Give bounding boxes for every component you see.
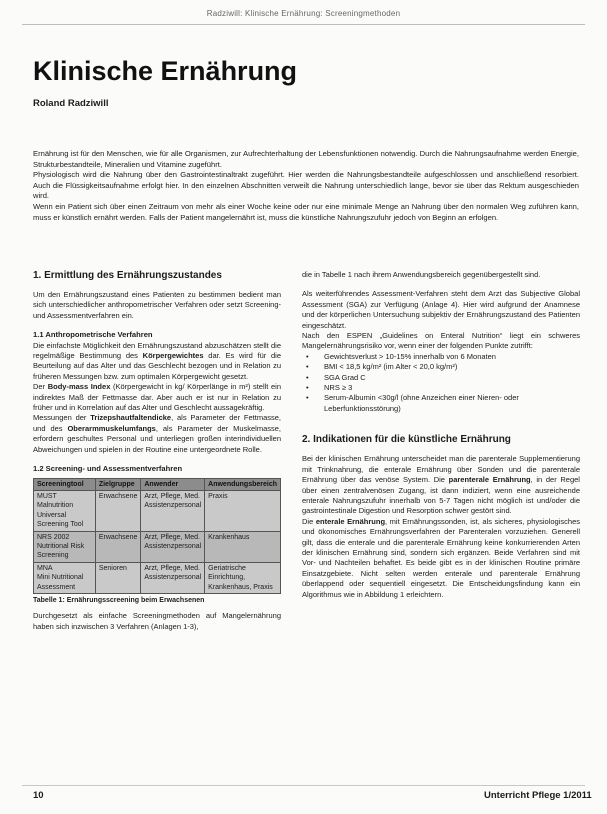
table-cell: Senioren [95,562,141,593]
paragraph [302,517,580,600]
bold-term: Body-mass Index [47,382,111,392]
section-heading-1: 1. Ermittlung des Ernährungszustandes [33,270,222,281]
intro-paragraph: Wenn ein Patient sich über einen Zeitraum von mehr als einer Woche keine oder nur eine minimale Menge an Nahrung über den normalen Weg zuführen kann, muss er künstlich ernährt werden. Falls der Patient mangelernährt ist, muss die künstliche Nahrungszufuhr jedoch von Beginn an erfolgen. [33,201,579,222]
table-cell: MNA Mini Nutritional Assessment [34,562,96,593]
running-header: Radziwill: Klinische Ernährung: Screeningmethoden [206,9,401,18]
header-rule [22,24,585,25]
paragraph: Als weiterführendes Assessment-Verfahren steht dem Arzt das Subjective Global Assessment (SGA) zur Verfügung (Anlage 4). Hier wird aufgrund der Anamnese und der körperlichen Untersuchung subjektiv der Ernährungszustand des Patienten eingeschätzt. [302,289,580,330]
paragraph: Durchgesetzt als einfache Screeningmethoden auf Mangelernährung haben sich inzwischen 3 Verfahren (Anlagen 1-3), [33,611,281,631]
text-run: , in der Regel über einen zentralvenösen Zugang, ist dann indiziert, wenn eine ausreichende enterale Nahrungszufuhr innerhalb von 5-7 Tagen nicht möglich ist und/oder die gastrointestinale Digestion und Resorption schwer gestört sind. [302,475,580,516]
table-cell: Erwachsene [95,531,141,562]
table-cell: Erwachsene [95,490,141,531]
table-cell: Krankenhaus [205,531,281,562]
intro-paragraph: Ernährung ist für den Menschen, wie für alle Organismen, zur Aufrechterhaltung der Lebensfunktionen notwendig. Durch die Nahrungsaufnahme werden Energie, Strukturbestandteile, Mineralien und Vitamine zugeführt. [33,149,579,169]
paragraph: Nach den ESPEN „Guidelines on Enteral Nutrition“ liegt ein schweres Mangelernährungsrisiko vor, wenn einer der folgenden Punkte zutrifft: [302,331,580,351]
criteria-list [302,352,580,414]
list-item: • Serum-Albumin <30g/l (ohne Anzeichen einer Nieren- oder Leberfunktionsstörung) [324,393,580,414]
footer-rule [22,785,585,786]
article-title: Klinische Ernährung [33,56,298,86]
section-heading-2: 2. Indikationen für die künstliche Ernährung [302,434,511,446]
table-header: Screeningtool [34,478,96,490]
paragraph: die in Tabelle 1 nach ihrem Anwendungsbereich gegenübergestellt sind. [302,270,541,279]
paragraph [33,382,281,413]
bold-term: parenterale Ernährung [448,475,531,485]
list-item: • Gewichtsverlust > 10-15% innerhalb von 6 Monaten [324,352,580,362]
list-item: • NRS ≥ 3 [324,383,580,393]
bold-term: Trizepshautfaltendicke [90,413,172,423]
table-header: Anwendungsbereich [205,478,281,490]
table-header: Zielgruppe [95,478,141,490]
paragraph [302,454,580,516]
right-column [302,270,580,600]
table-header-row [34,478,281,490]
paragraph [33,413,281,455]
table-cell: MUST Malnutrition Universal Screening Tool [34,490,96,531]
text-run: , als Parameter der Muskelmasse, erfordern geschultes Personal und unterliegen großen interindividuellen Abweichungen und spielen in der Routine eine untergeordnete Rolle. [33,423,281,454]
text-run: Der [33,382,48,392]
bold-term: Oberarmmuskelumfangs [67,423,156,433]
list-item: • BMI < 18,5 kg/m² (im Alter < 20,0 kg/m²) [324,362,580,372]
table-cell: NRS 2002 Nutritional Risk Screening [34,531,96,562]
table-cell: Arzt, Pflege, Med. Assistenzpersonal [141,531,205,562]
table-row [34,490,281,531]
text-run: (Körpergewicht in kg/ Körperlänge in m²) stellt ein indirektes Maß der Fettmasse dar. Aber auch er ist nur in Relation zu früher und in Korrelation auf das Alter und Geschlecht aussagekräftig. [33,382,282,413]
publication-name: Unterricht Pflege 1/2011 [484,790,592,801]
intro-text [33,149,579,223]
subsection-heading: 1.1 Anthropometrische Verfahren [33,330,153,340]
intro-paragraph: Physiologisch wird die Nahrung über den Gastrointestinaltrakt zugeführt. Hier werden die Nahrungsbestandteile aufgeschlossen und anschließend resorbiert. Auch die Flüssigkeitsaufnahme erfolgt hier. In den einzelnen Abschnitten verweilt die Nahrung unterschiedlich lange, bevor sie über das Rektum ausgeschieden wird. [33,170,579,201]
table-cell: Arzt, Pflege, Med. Assistenzpersonal [141,562,205,593]
screening-table [33,478,281,594]
page-number: 10 [33,790,44,801]
text-run: Die [302,516,316,526]
text-run: , als Parameter der Fettmasse, und des [33,413,281,433]
table-row [34,562,281,593]
table-row [34,531,281,562]
text-run: , mit Ernährungssonden, ist, als sicheres, physiologisches und ökonomisches Ernährungsverfahren der Parenteralen vorzuziehen. Generell gilt, dass die enterale und die parenterale Ernährung keine konkurrierenden Arten der klinischen Ernährung sind, sondern sich ergänzen. Beide Verfahren sind mit Vor- und Nachteilen behaftet. Es beide gibt es in der klinischen Routine primäre Einsatzgebiete. Nicht selten werden enterale und parenterale Ernährung überlappend oder sequentiell eingesetzt. Die Entscheidungsfindung kann ein Algorithmus wie in Abbildung 1 erleichtern. [302,516,580,599]
article-author: Roland Radziwill [33,98,109,109]
paragraph [33,341,281,383]
table-cell: Praxis [205,490,281,531]
table-caption: Tabelle 1: Ernährungsscreening beim Erwachsenen [33,596,205,604]
text-run: dar. Es wird für die Beurteilung auf das Alter und das Geschlecht bezogen und in Relation zu früheren Messungen bzw. zum optimalen Körpergewicht gesetzt. [33,351,281,381]
bold-term: enterale Ernährung [315,516,386,526]
table-header: Anwender [141,478,205,490]
bold-term: Körpergewichtes [142,351,204,361]
text-run: Bei der klinischen Ernährung unterscheidet man die parenterale Supplementierung mit Trinknahrung, die enterale Ernährung über Sonden und die parenterale Ernährung über das venöse System. Die [302,454,580,485]
list-item: • SGA Grad C [324,373,580,383]
table-cell: Arzt, Pflege, Med. Assistenzpersonal [141,490,205,531]
subsection-heading: 1.2 Screening- und Assessmentverfahren [33,464,183,474]
text-run: Messungen der [33,413,91,423]
table-cell: Geriatrische Einrichtung, Krankenhaus, Praxis [205,562,281,593]
text-run: Die einfachste Möglichkeit den Ernährungszustand abzuschätzen stellt die regelmäßige Bestimmung des [33,340,281,361]
paragraph: Um den Ernährungszustand eines Patienten zu bestimmen bedient man sich unterschiedlicher anthropometrischer Verfahren oder setzt Screening- und Assessmentverfahren ein. [33,290,281,320]
left-column [33,270,281,632]
